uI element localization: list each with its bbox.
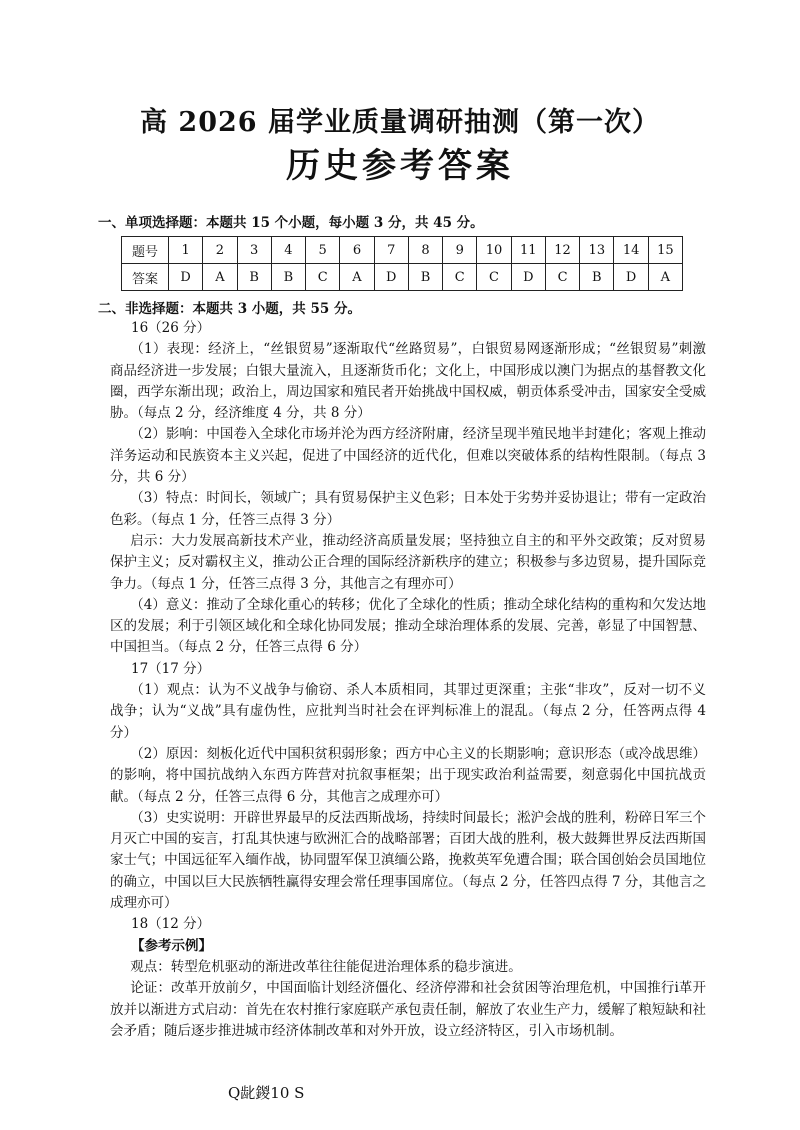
answer-cell: B: [271, 264, 305, 291]
answer-cell: C: [443, 264, 477, 291]
q16-part4: （4）意义：推动了全球化重心的转移；优化了全球化的性质；推动全球化结构的重构和欠发达地区的发展；利于引领区域化和全球化协同发展；推动全球治理体系的发展、完善，彰显了中国智慧、中国担当。（每点 2 分，任答三点得 6 分）: [110, 596, 706, 656]
question-number-cell: 8: [408, 237, 442, 264]
question-number-cell: 2: [203, 237, 237, 264]
q18-viewpoint: 观点：转型危机驱动的渐进改革往往能促进治理体系的稳步演进。: [130, 958, 522, 975]
question-number-cell: 11: [511, 237, 545, 264]
answer-cell: B: [237, 264, 271, 291]
question-number-cell: 7: [374, 237, 408, 264]
answer-body: [110, 318, 706, 1042]
question-number-cell: 10: [477, 237, 511, 264]
answer-cell: D: [511, 264, 545, 291]
answer-cell: C: [477, 264, 511, 291]
answer-table: [121, 236, 683, 291]
answer-key-title: 历史参考答案: [286, 146, 514, 186]
answer-cell: A: [340, 264, 374, 291]
question-number-cell: 9: [443, 237, 477, 264]
exam-title: 高 2026 届学业质量调研抽测（第一次）: [140, 107, 660, 138]
question-number-cell: 12: [545, 237, 579, 264]
answer-cell: D: [614, 264, 648, 291]
question-number-cell: 1: [169, 237, 203, 264]
answer-label: 答案: [122, 264, 169, 291]
q18-argument: 论证：改革开放前夕，中国面临计划经济僵化、经济停滞和社会贫困等治理危机，中国推行i革开放并以渐进方式启动：首先在农村推行家庭联产承包责任制，解放了农业生产力，缓解了粮短缺和社会矛盾；随后逐步推进城市经济体制改革和对外开放，设立经济特区，引入市场机制。: [110, 980, 706, 1039]
q16-part1: （1）表现：经济上，“丝银贸易”逐渐取代“丝路贸易”，白银贸易网逐渐形成；“丝银贸易”刺激商品经济进一步发展；白银大量流入，且逐渐货币化；文化上，中国形成以澳门为据点的基督教文化圈，西学东渐出现；政治上，周边国家和殖民者开始挑战中国权威，朝贡体系受冲击，国家安全受威胁。（每点 2 分，经济维度 4 分，共 8 分）: [110, 341, 706, 422]
answer-cell: D: [374, 264, 408, 291]
answer-cell: A: [203, 264, 237, 291]
answer-row: [122, 264, 683, 291]
question-number-cell: 6: [340, 237, 374, 264]
question-number-label: 题号: [122, 237, 169, 264]
question-number-cell: 15: [648, 237, 682, 264]
q16-part3: （3）特点：时间长，领域广；具有贸易保护主义色彩；日本处于劣势并妥协退让；带有一定政治色彩。（每点 1 分，任答三点得 3 分）: [110, 490, 706, 528]
question-number-cell: 3: [237, 237, 271, 264]
section1-heading: 一、单项选择题：本题共 15 个小题，每小题 3 分，共 45 分。: [98, 215, 484, 231]
section2-heading: 二、非选择题：本题共 3 小题，共 55 分。: [98, 301, 361, 317]
q16-insight: 启示：大力发展高新技术产业，推动经济高质量发展；坚持独立自主的和平外交政策；反对贸易保护主义；反对霸权主义，推动公正合理的国际经济新秩序的建立；积极参与多边贸易，提升国际竞争力。（每点 1 分，任答三点得 3 分，其他言之有理亦可）: [110, 532, 706, 592]
answer-cell: C: [545, 264, 579, 291]
q17-header: 17（17 分）: [131, 660, 211, 677]
answer-cell: B: [580, 264, 614, 291]
question-number-row: [122, 237, 683, 264]
q16-header: 16（26 分）: [131, 320, 211, 336]
answer-cell: A: [648, 264, 682, 291]
q17-part3: （3）史实说明：开辟世界最早的反法西斯战场，持续时间最长；淞沪会战的胜利，粉碎日军三个月灭亡中国的妄言，打乱其快速与欧洲汇合的战略部署；百团大战的胜利，极大鼓舞世界反法西斯国家士气；中国远征军入缅作战，协同盟军保卫滇缅公路，挽救英军免遭合围；联合国创始会员国地位的确立，中国以巨大民族牺牲赢得安理会常任理事国席位。（每点 2 分，任答四点得 7 分，其他言之成理亦可）: [110, 809, 706, 912]
q16-part2: （2）影响：中国卷入全球化市场并沦为西方经济附庸，经济呈现半殖民地半封建化；客观上推动洋务运动和民族资本主义兴起，促进了中国经济的近代化，但难以突破体系的结构性限制。（每点 3 分，共 6 分）: [110, 426, 706, 486]
q17-part1: （1）观点：认为不义战争与偷窃、杀人本质相同，其罪过更深重；主张“非攻”，反对一切不义战争；认为“义战”具有虚伪性，应批判当时社会在评判标准上的混乱。（每点 2 分，任答两点得 4 分）: [110, 682, 706, 741]
question-number-cell: 5: [306, 237, 340, 264]
question-number-cell: 4: [271, 237, 305, 264]
answer-cell: C: [306, 264, 340, 291]
question-number-cell: 13: [580, 237, 614, 264]
footer-scan-mark: Q龀鍐10 S: [228, 1084, 305, 1102]
question-number-cell: 14: [614, 237, 648, 264]
answer-cell: D: [169, 264, 203, 291]
q18-header: 18（12 分）: [131, 916, 211, 933]
q17-part2: （2）原因：刻板化近代中国积贫积弱形象；西方中心主义的长期影响；意识形态（或冷战思维）的影响，将中国抗战纳入东西方阵营对抗叙事框架；出于现实政治利益需要，刻意弱化中国抗战贡献。（每点 2 分，任答三点得 6 分，其他言之成理亦可）: [110, 745, 706, 805]
q18-example-label: 【参考示例】: [131, 937, 212, 954]
answer-cell: B: [408, 264, 442, 291]
